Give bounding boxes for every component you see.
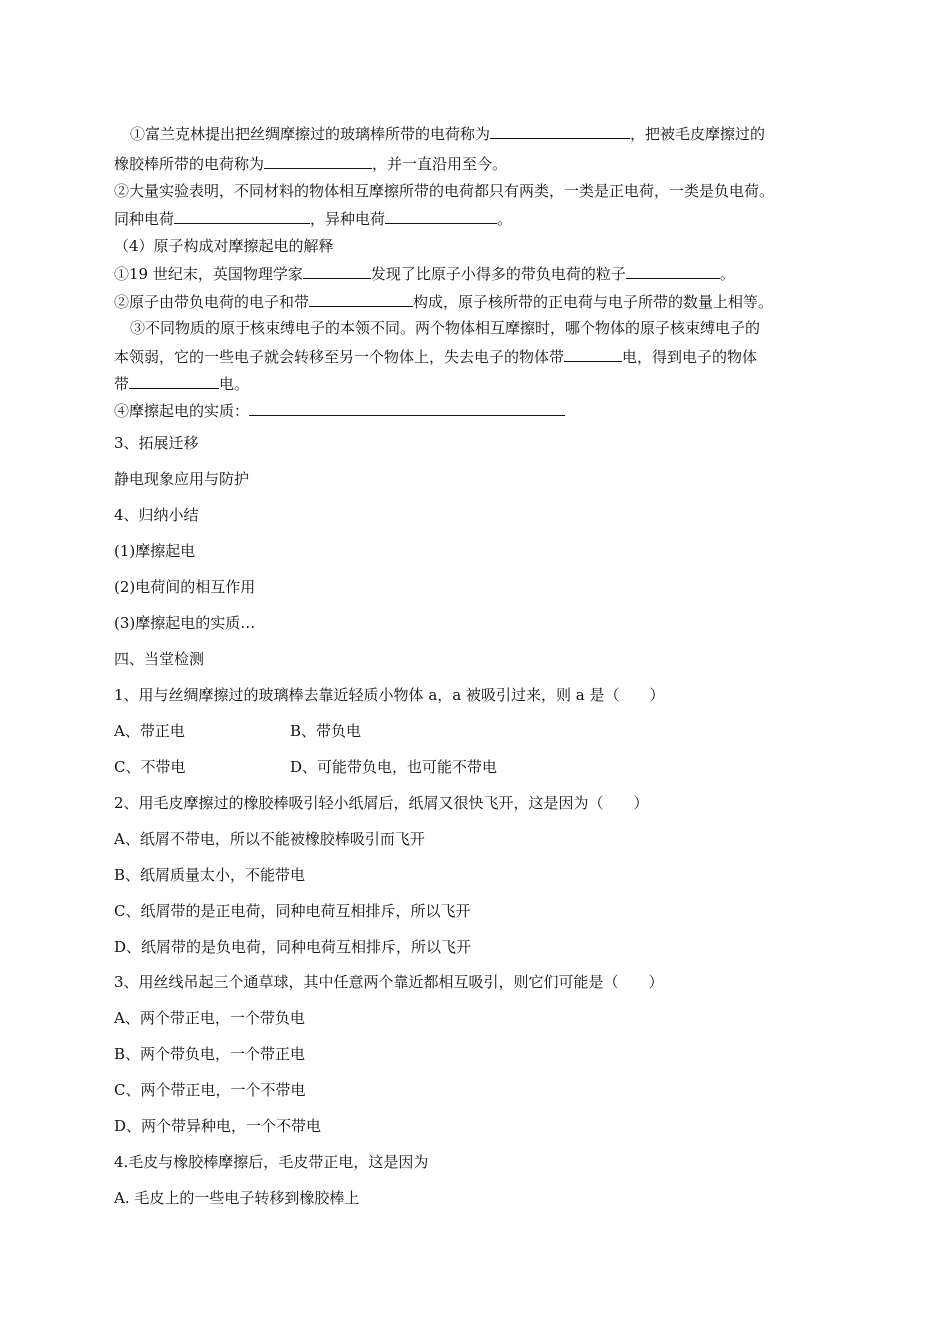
question: 2、用毛皮摩擦过的橡胶棒吸引轻小纸屑后，纸屑又很快飞开，这是因为（ ） <box>114 794 649 812</box>
text: ②原子由带负电荷的电子和带 <box>114 293 310 311</box>
text: 同种电荷 <box>114 210 175 228</box>
option: C、两个带正电，一个不带电 <box>114 1081 306 1099</box>
option-row <box>114 721 714 741</box>
subsection-heading: （4）原子构成对摩擦起电的解释 <box>114 237 334 255</box>
list-item: (2)电荷间的相互作用 <box>114 578 256 596</box>
list-item: (3)摩擦起电的实质… <box>114 614 256 632</box>
fill-blank[interactable] <box>626 263 720 279</box>
fill-blank[interactable] <box>264 153 372 169</box>
text-line <box>114 291 773 312</box>
fill-blank[interactable] <box>564 346 622 362</box>
text: ①19 世纪末，英国物理学家 <box>114 265 303 283</box>
fill-blank[interactable] <box>129 373 187 389</box>
list-item: (1)摩擦起电 <box>114 542 196 560</box>
text-line <box>114 153 507 174</box>
fill-blank[interactable] <box>303 263 371 279</box>
text: 电。 <box>219 375 250 393</box>
text-line <box>114 208 512 229</box>
section-heading: 4、归纳小结 <box>114 506 199 524</box>
text-line: ③不同物质的原于核束缚电子的本领不同。两个物体相互摩擦时，哪个物体的原子核束缚电子的 <box>130 319 761 337</box>
question: 3、用丝线吊起三个通草球，其中任意两个靠近都相互吸引，则它们可能是（ ） <box>114 973 664 991</box>
option: A、带正电 <box>114 722 185 740</box>
option: B、两个带负电，一个带正电 <box>114 1045 306 1063</box>
text: 。 <box>719 265 735 283</box>
text: ①富兰克林提出把丝绸摩擦过的玻璃棒所带的电荷称为 <box>130 125 491 143</box>
text-line <box>114 373 249 394</box>
question: 1、用与丝绸摩擦过的玻璃棒去靠近轻质小物体 a，a 被吸引过来，则 a 是（ ） <box>114 686 665 704</box>
question: 4.毛皮与橡胶棒摩擦后，毛皮带正电，这是因为 <box>114 1153 429 1171</box>
text: 电，得到电子的物体 <box>622 348 758 366</box>
option: D、纸屑带的是负电荷，同种电荷互相排斥，所以飞开 <box>114 938 472 956</box>
fill-blank[interactable] <box>385 208 497 224</box>
text: 带 <box>114 375 130 393</box>
text: 。 <box>497 210 513 228</box>
option: A. 毛皮上的一些电子转移到橡胶棒上 <box>114 1189 360 1207</box>
fill-blank[interactable] <box>490 123 630 139</box>
text: 橡胶棒所带的电荷称为 <box>114 155 265 173</box>
text: ，把被毛皮摩擦过的 <box>630 125 766 143</box>
text-line: 静电现象应用与防护 <box>114 470 250 488</box>
option: A、纸屑不带电，所以不能被橡胶棒吸引而飞开 <box>114 830 425 848</box>
fill-blank[interactable] <box>309 291 413 307</box>
option: A、两个带正电，一个带负电 <box>114 1009 305 1027</box>
fill-blank[interactable] <box>249 400 565 416</box>
option: C、纸屑带的是正电荷，同种电荷互相排斥，所以飞开 <box>114 902 471 920</box>
text-line <box>130 123 765 144</box>
text: 本领弱，它的一些电子就会转移至另一个物体上，失去电子的物体带 <box>114 348 565 366</box>
section-heading: 3、拓展迁移 <box>114 434 199 452</box>
option: B、纸屑质量太小，不能带电 <box>114 866 306 884</box>
text: 发现了比原子小得多的带负电荷的粒子 <box>370 265 626 283</box>
option-row <box>114 757 714 777</box>
text-line <box>114 263 735 284</box>
option: D、两个带异种电，一个不带电 <box>114 1117 322 1135</box>
text: ，异种电荷 <box>310 210 386 228</box>
fill-blank[interactable] <box>187 373 219 389</box>
option: B、带负电 <box>290 722 362 740</box>
text: 构成，原子核所带的正电荷与电子所带的数量上相等。 <box>413 293 774 311</box>
text-line <box>114 346 757 367</box>
fill-blank[interactable] <box>174 208 310 224</box>
text: ④摩擦起电的实质： <box>114 402 250 420</box>
option: D、可能带负电，也可能不带电 <box>290 758 498 776</box>
text-line: ②大量实验表明，不同材料的物体相互摩擦所带的电荷都只有两类，一类是正电荷，一类是负电荷。 <box>114 182 775 200</box>
section-heading: 四、当堂检测 <box>114 650 205 668</box>
text: ，并一直沿用至今。 <box>372 155 508 173</box>
option: C、不带电 <box>114 758 186 776</box>
text-line <box>114 400 565 421</box>
